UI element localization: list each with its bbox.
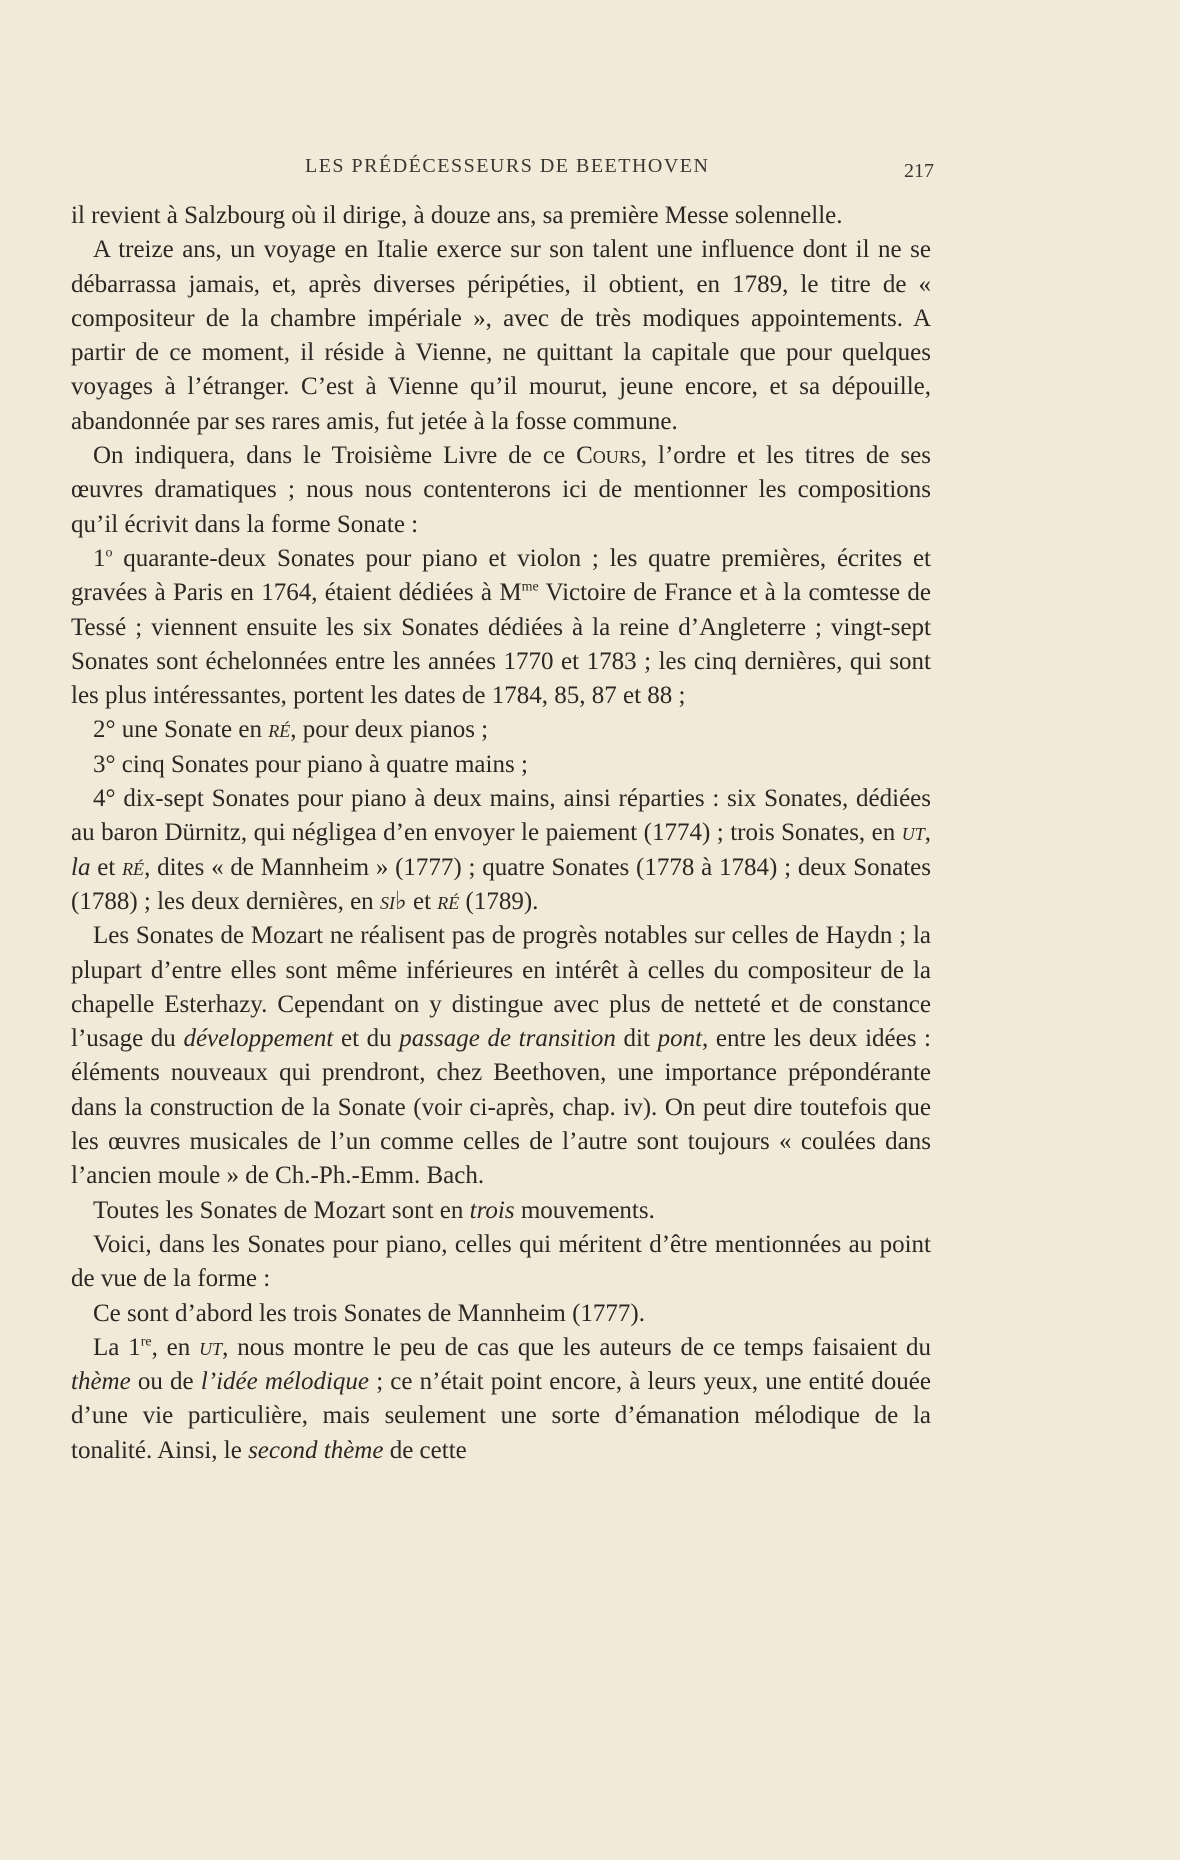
italic-text: thème: [71, 1368, 131, 1396]
running-header: LES PRÉDÉCESSEURS DE BEETHOVEN: [305, 155, 710, 177]
text-run: ; ce n’était point encore, à leurs yeux, une entité douée d’une vie particulière, mais seulement une sorte d’émanation mélodique de la tonalité. Ainsi, le: [71, 1368, 931, 1464]
text-run: Les Sonates de Mozart ne réalisent pas de progrès notables sur celles de Haydn ; la plupart d’entre elles sont même inférieures en intérêt à celles du compositeur de la chapelle Esterhazy. Cependant on y distingue avec plus de netteté et de constance l’usage du: [71, 922, 931, 1053]
note-name: si♭: [379, 887, 407, 915]
paragraph: [71, 199, 931, 233]
text-run: dit: [615, 1025, 658, 1053]
text-run: , l’ordre et les titres de ses œuvres dramatiques ; nous nous contenterons ici de mentionner les compositions qu’il écrivit dans la forme Sonate :: [71, 442, 931, 538]
text-run: 3° cinq Sonates pour piano à quatre mains ;: [93, 750, 528, 778]
text-run: , nous montre le peu de cas que les auteurs de ce temps faisaient du: [222, 1333, 931, 1361]
superscript: re: [140, 1334, 152, 1350]
superscript: o: [105, 545, 113, 561]
text-run: 4° dix-sept Sonates pour piano à deux mains, ainsi réparties : six Sonates, dédiées au baron Dürnitz, qui négligea d’en envoyer le paiement (1774) ; trois Sonates, en: [71, 785, 931, 847]
paragraph: [71, 233, 931, 439]
italic-text: trois: [469, 1196, 515, 1224]
text-run: il revient à Salzbourg où il dirige, à douze ans, sa première Messe solennelle.: [71, 202, 843, 229]
note-name: ré: [437, 887, 460, 915]
italic-text: la: [71, 853, 91, 881]
paragraph: [71, 748, 931, 782]
paragraph: [71, 1331, 931, 1468]
paragraph: [71, 919, 931, 1193]
text-run: ,: [924, 819, 931, 847]
text-run: , entre les deux idées : éléments nouveaux qui prendront, chez Beethoven, une importance prépondérante dans la construction de la Sonate (voir ci-après, chap. iv). On peut dire toutefois que les œuvres musicales de l’un comme celles de l’autre sont toujours « coulées dans l’ancien moule » de Ch.-Ph.-Emm. Bach.: [71, 1025, 931, 1190]
text-run: et: [90, 853, 123, 881]
paragraph: [71, 1297, 931, 1331]
note-name: ré: [122, 853, 145, 881]
note-name: ut: [199, 1333, 223, 1361]
italic-text: développement: [183, 1025, 334, 1053]
text-run: Ce sont d’abord les trois Sonates de Mannheim (1777).: [93, 1299, 645, 1327]
text-run: mouvements.: [514, 1196, 655, 1224]
paragraph: [71, 782, 931, 919]
text-run: A treize ans, un voyage en Italie exerce sur son talent une influence dont il ne se débarrassa jamais, et, après diverses péripéties, il obtient, en 1789, le titre de « compositeur de la chambre impériale », avec de très modiques appointements. A partir de ce moment, il réside à Vienne, ne quittant la capitale que pour quelques voyages à l’étranger. C’est à Vienne qu’il mourut, jeune encore, et sa dépouille, abandonnée par ses rares amis, fut jetée à la fosse commune.: [71, 236, 931, 435]
text-run: 2° une Sonate en: [93, 716, 269, 744]
italic-text: passage de transition: [399, 1025, 616, 1053]
note-name: ré: [268, 716, 291, 744]
paragraph: [71, 439, 931, 542]
note-name: ut: [901, 819, 925, 847]
body-text: [71, 199, 931, 1468]
paragraph: [71, 1228, 931, 1297]
italic-text: second thème: [248, 1436, 384, 1464]
text-run: Voici, dans les Sonates pour piano, celles qui méritent d’être mentionnées au point de vue de la forme :: [71, 1230, 931, 1293]
page-number: 217: [904, 160, 934, 182]
text-run: , en: [151, 1333, 200, 1361]
italic-text: pont: [657, 1025, 703, 1053]
smallcaps-text: Cours: [576, 442, 641, 470]
text-run: , dites « de Mannheim » (1777) ; quatre Sonates (1778 à 1784) ; deux Sonates (1788) ; les deux dernières, en: [71, 853, 931, 915]
text-run: , pour deux pianos ;: [290, 716, 489, 744]
text-run: de cette: [383, 1436, 467, 1464]
text-run: Toutes les Sonates de Mozart sont en: [93, 1196, 470, 1224]
text-run: quarante-deux Sonates pour piano et violon ; les quatre premières, écrites et gravées à Paris en 1764, étaient dédiées à M: [71, 544, 931, 607]
text-run: (1789).: [459, 887, 539, 915]
paragraph: [71, 1194, 931, 1228]
text-run: Victoire de France et à la comtesse de Tessé ; viennent ensuite les six Sonates dédiées à la reine d’Angleterre ; vingt-sept Sonates sont échelonnées entre les années 1770 et 1783 ; les cinq dernières, qui sont les plus intéressantes, portent les dates de 1784, 85, 87 et 88 ;: [71, 579, 932, 710]
text-run: et du: [333, 1025, 400, 1053]
paragraph: [71, 542, 931, 713]
superscript: me: [521, 579, 539, 595]
text-run: et: [406, 887, 438, 915]
italic-text: l’idée mélodique: [200, 1368, 370, 1396]
text-run: ou de: [130, 1368, 201, 1396]
text-run: On indiquera, dans le Troisième Livre de ce: [93, 442, 577, 470]
text-run: La 1: [93, 1333, 141, 1361]
text-run: 1: [93, 544, 106, 572]
paragraph: [71, 713, 931, 747]
